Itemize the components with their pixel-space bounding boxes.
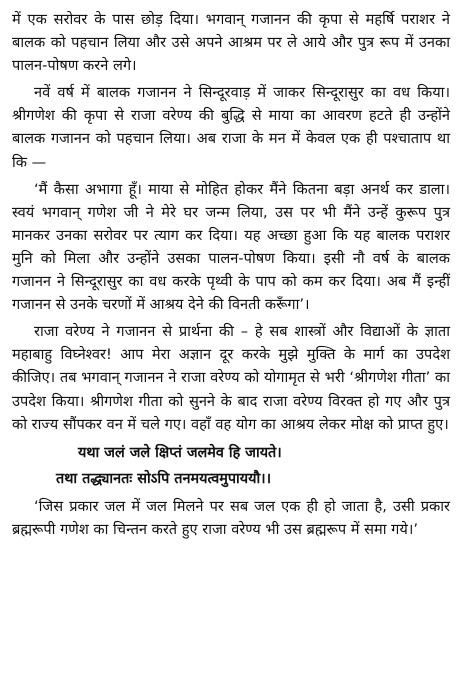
paragraph-4: राजा वरेण्य ने गजानन से प्रार्थना की – हे सब शास्त्रों और विद्याओं के ज्ञाता महाबाहु विघ्नेश्वर! आप मेरा अज्ञान दूर करके मुझे मुक्ति के मार्ग का उपदेश कीजिए। तब भगवान् गजानन ने राजा वरेण्य को योगामृत से भरी ‘श्रीगणेश गीता’ का उपदेश किया। श्रीगणेश गीता को सुनने के बाद राजा वरेण्य विरक्त हो गए और पुत्र को राज्य सौंपकर वन में चले गए। वहाँ वह योग का आश्रय लेकर मोक्ष को प्राप्त हुए। [12, 323, 450, 433]
paragraph-1: में एक सरोवर के पास छोड़ दिया। भगवान् गजानन की कृपा से महर्षि पराशर ने बालक को पहचान लिया और उसे अपने आश्रम पर ले आये और पुत्र रूप में उनका पालन-पोषण करने लगे। [12, 11, 450, 75]
shloka-line-2: तथा तद्ध्यानतः सोऽपि तनमयत्वमुपाययौ।। [56, 470, 272, 487]
paragraph-2: नवें वर्ष में बालक गजानन ने सिन्दूरवाड़ में जाकर सिन्दूरासुर का वध किया। श्रीगणेश की कृपा से राजा वरेण्य की बुद्धि से माया का आवरण हटते ही उन्होंने बालक गजानन को पहचान लिया। अब राजा के मन में केवल एक ही पश्चाताप था कि — [12, 84, 450, 171]
closing-paragraph: ‘जिस प्रकार जल में जल मिलने पर सब जल एक ही हो जाता है, उसी प्रकार ब्रह्मरूपी गणेश का चिन्तन करते हुए राजा वरेण्य भी उस ब्रह्मरूप में समा गये।’ [12, 497, 450, 538]
paragraph-3-quote: ‘मैं कैसा अभागा हूँ। माया से मोहित होकर मैंने कितना बड़ा अनर्थ कर डाला। स्वयं भगवान् गणेश जी ने मेरे घर जन्म लिया, उस पर भी मैंने उन्हें कुरूप पुत्र मानकर उनका सरोवर पर त्याग कर दिया। यह अच्छा हुआ कि यह बालक पराशर मुनि को मिला और उन्होंने उसका पालन-पोषण किया। इसी नौ वर्ष के बालक गजानन ने सिन्दूरासुर का वध करके पृथ्वी के पाप को कम कर दिया। अब मैं इन्हीं गजानन से उनके चरणों में आश्रय देने की विनती करूँगा’। [12, 180, 450, 314]
shloka-line-1: यथा जलं जले क्षिप्तं जलमेव हि जायते। [78, 444, 282, 461]
